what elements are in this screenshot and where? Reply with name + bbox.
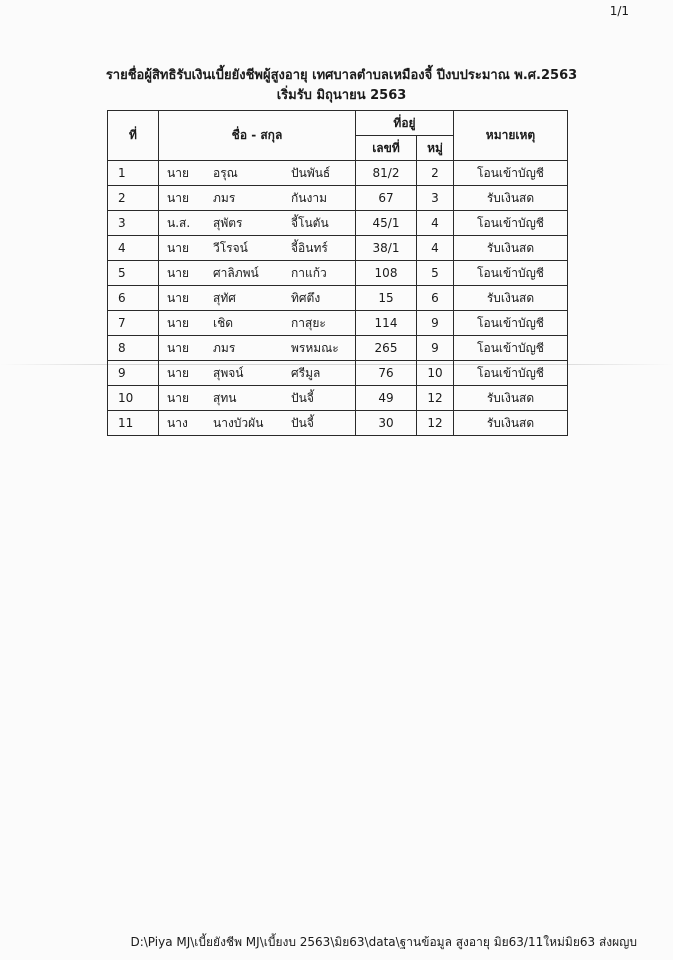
last-name: ปันพันธ์ [291,165,331,180]
row-name [159,286,356,311]
header-house-no: เลขที่ [356,136,417,161]
house-number: 15 [356,286,417,311]
last-name: กาแก้ว [291,265,327,280]
table-row [108,411,568,436]
row-name [159,236,356,261]
last-name: กันงาม [291,190,327,205]
header-note: หมายเหตุ [454,111,568,161]
first-name: วีโรจน์ [213,240,248,255]
first-name: สุพจน์ [213,365,244,380]
name-title: นาย [167,240,189,255]
last-name: กาสุยะ [291,315,326,330]
first-name: ภมร [213,190,236,205]
table-row [108,361,568,386]
moo-number: 5 [417,261,454,286]
house-number: 108 [356,261,417,286]
header-no: ที่ [108,111,159,161]
table-row [108,261,568,286]
moo-number: 10 [417,361,454,386]
payment-note: รับเงินสด [454,411,568,436]
moo-number: 2 [417,161,454,186]
first-name: นางบัวผัน [213,415,264,430]
table-row [108,311,568,336]
last-name: จี้อินทร์ [291,240,328,255]
row-number: 2 [108,186,159,211]
moo-number: 9 [417,311,454,336]
table-row [108,236,568,261]
table-row [108,186,568,211]
payment-note: โอนเข้าบัญชี [454,336,568,361]
row-number: 8 [108,336,159,361]
house-number: 81/2 [356,161,417,186]
payment-note: รับเงินสด [454,186,568,211]
header-row [108,111,568,136]
document-title [0,66,673,106]
payment-note: โอนเข้าบัญชี [454,261,568,286]
payment-note: รับเงินสด [454,286,568,311]
payment-note: โอนเข้าบัญชี [454,211,568,236]
first-name: เชิด [213,315,234,330]
last-name: ปันจี้ [291,415,314,430]
moo-number: 3 [417,186,454,211]
header-moo: หมู่ [417,136,454,161]
house-number: 49 [356,386,417,411]
table-row [108,286,568,311]
row-name [159,186,356,211]
row-name [159,386,356,411]
first-name: สุพัตร [213,215,243,230]
payment-note: รับเงินสด [454,236,568,261]
row-name [159,411,356,436]
last-name: ศรีมูล [291,365,321,380]
title-line-2: เริ่มรับ มิถุนายน 2563 [276,88,407,103]
first-name: อรุณ [213,165,238,180]
table-row [108,211,568,236]
first-name: สุทน [213,390,237,405]
row-number: 1 [108,161,159,186]
name-title: น.ส. [167,215,191,230]
row-number: 3 [108,211,159,236]
last-name: ทิศตึง [291,290,321,305]
row-number: 10 [108,386,159,411]
moo-number: 6 [417,286,454,311]
moo-number: 9 [417,336,454,361]
row-name [159,161,356,186]
name-title: นาย [167,165,189,180]
header-address: ที่อยู่ [356,111,454,136]
moo-number: 4 [417,236,454,261]
title-line-1: รายชื่อผู้สิทธิรับเงินเบี้ยยังชีพผู้สูงอายุ เทศบาลตำบลเหมืองจี้ ปีงบประมาณ พ.ศ.2563 [105,68,578,83]
payment-note: โอนเข้าบัญชี [454,311,568,336]
house-number: 67 [356,186,417,211]
house-number: 45/1 [356,211,417,236]
page-number: 1/1 [609,4,629,18]
header-name: ชื่อ - สกุล [159,111,356,161]
moo-number: 12 [417,411,454,436]
name-title: นาย [167,390,189,405]
row-name [159,361,356,386]
row-number: 7 [108,311,159,336]
payment-note: รับเงินสด [454,386,568,411]
moo-number: 4 [417,211,454,236]
row-number: 6 [108,286,159,311]
first-name: สุทัศ [213,290,236,305]
house-number: 76 [356,361,417,386]
row-name [159,311,356,336]
name-title: นาย [167,340,189,355]
row-name [159,261,356,286]
row-number: 9 [108,361,159,386]
house-number: 38/1 [356,236,417,261]
row-number: 4 [108,236,159,261]
name-title: นาย [167,290,189,305]
house-number: 265 [356,336,417,361]
row-name [159,211,356,236]
row-number: 11 [108,411,159,436]
name-title: นาย [167,365,189,380]
payment-note: โอนเข้าบัญชี [454,361,568,386]
name-title: นาย [167,315,189,330]
payment-note: โอนเข้าบัญชี [454,161,568,186]
table-row [108,336,568,361]
table-row [108,386,568,411]
first-name: ภมร [213,340,236,355]
last-name: ปันจี้ [291,390,314,405]
first-name: ศาลิภพน์ [213,265,259,280]
last-name: จี้โนตัน [291,215,329,230]
row-name [159,336,356,361]
house-number: 114 [356,311,417,336]
file-path-footer: D:\Piya MJ\เบี้ยยังชีพ MJ\เบี้ยงบ 2563\มิย63\data\ฐานข้อมูล สูงอายุ มิย63/11ใหม่มิย63 ส่งผญบ [130,935,637,949]
name-title: นาย [167,190,189,205]
name-title: นาย [167,265,189,280]
row-number: 5 [108,261,159,286]
table-row [108,161,568,186]
house-number: 30 [356,411,417,436]
moo-number: 12 [417,386,454,411]
last-name: พรหมณะ [291,340,339,355]
beneficiary-table [107,110,568,436]
name-title: นาง [167,415,188,430]
